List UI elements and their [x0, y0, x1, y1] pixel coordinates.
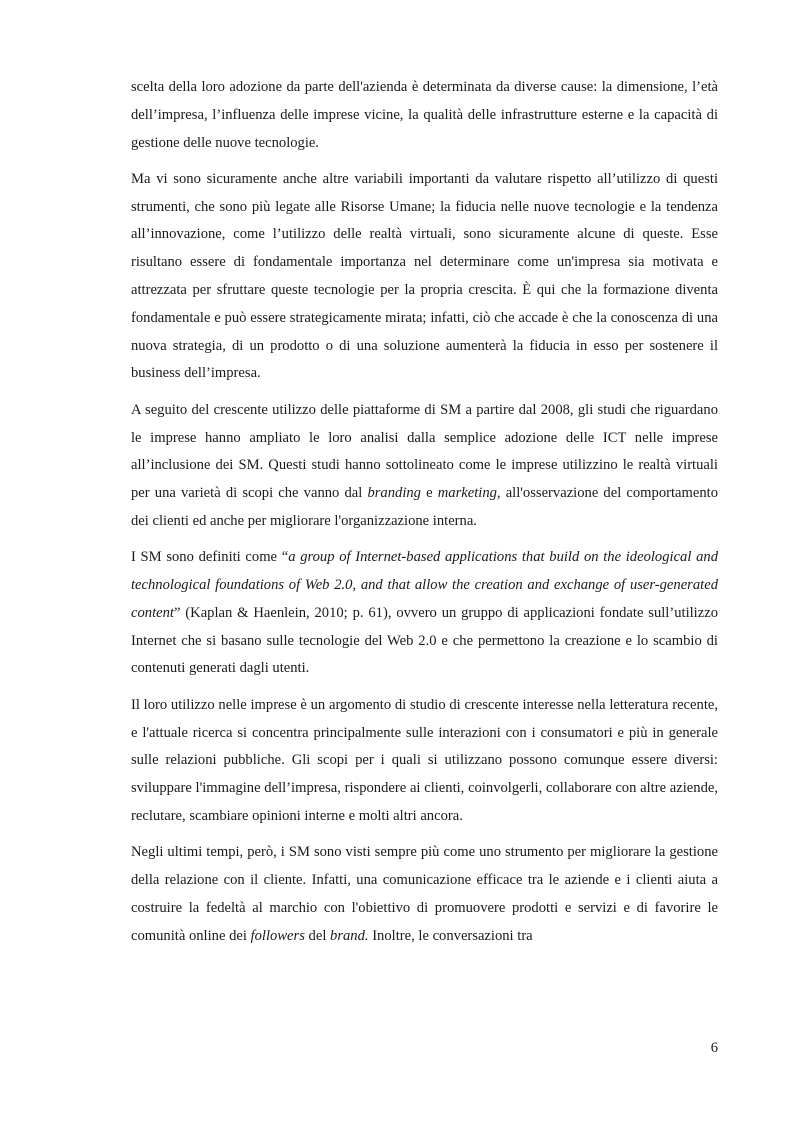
- page-number: 6: [710, 1040, 718, 1056]
- italic-text-run: brand.: [330, 927, 369, 944]
- italic-text-run: a group of Internet-based applications that build on the ideological and technological foundations of Web 2.0, and that allow the creation and exchange of user-generated content: [131, 549, 718, 621]
- italic-text-run: followers: [250, 927, 305, 944]
- paragraph-4: [131, 544, 718, 683]
- italic-text-run: branding: [367, 485, 421, 502]
- text-run: all'osservazione del comportamento dei clienti ed anche per migliorare l'organizzazione interna.: [131, 485, 718, 529]
- text-run: Inoltre, le conversazioni tra: [368, 927, 533, 944]
- text-run: I SM sono definiti come “: [131, 549, 289, 566]
- paragraph-6: [131, 839, 718, 950]
- paragraph-3: [131, 397, 718, 536]
- text-run: e: [420, 485, 438, 502]
- text-run: del: [304, 927, 331, 944]
- text-run: Ma vi sono sicuramente anche altre variabili importanti da valutare rispetto all’utilizzo di questi strumenti, che sono più legate alle Risorse Umane; la fiducia nelle nuove tecnologie e la tendenza all’innovazione, come l’utilizzo delle realtà virtuali, sono sicuramente alcune di queste. Esse risultano essere di fondamentale importanza nel determinare come un'impresa sia motivata e attrezzata per sfruttare queste tecnologie per la propria crescita. È qui che la formazione diventa fondamentale e può essere strategicamente mirata; infatti, ciò che accade è che la conoscenza di una nuova strategia, di un prodotto o di una soluzione aumenterà la fiducia in esso per sostenere il business dell’impresa.: [131, 170, 718, 382]
- body-text: [131, 74, 718, 959]
- text-run: Il loro utilizzo nelle imprese è un argomento di studio di crescente interesse nella letteratura recente, e l'attuale ricerca si concentra principalmente sulle interazioni con i consumatori e più in generale sulle relazioni pubbliche. Gli scopi per i quali si utilizzano possono comunque essere diversi: sviluppare l'immagine dell’impresa, rispondere ai clienti, coinvolgerli, collaborare con altre aziende, reclutare, scambiare opinioni interne e molti altri ancora.: [131, 696, 718, 824]
- text-run: ” (Kaplan & Haenlein, 2010; p. 61), ovvero un gruppo di applicazioni fondate sull’utilizzo Internet che si basano sulle tecnologie del Web 2.0 e che permettono la creazione e lo scambio di contenuti generati dagli utenti.: [131, 604, 718, 677]
- paragraph-5: [131, 692, 718, 831]
- paragraph-1: [131, 74, 718, 157]
- text-run: A seguito del crescente utilizzo delle piattaforme di SM a partire dal 2008, gli studi che riguardano le imprese hanno ampliato le loro analisi dalla semplice adozione delle ICT nelle imprese all’inclusione dei SM. Questi studi hanno sottolineato come le imprese utilizzino le realtà virtuali per una varietà di scopi che vanno dal: [131, 401, 718, 502]
- paragraph-2: [131, 166, 718, 388]
- text-run: Negli ultimi tempi, però, i SM sono visti sempre più come uno strumento per migliorare la gestione della relazione con il cliente. Infatti, una comunicazione efficace tra le aziende e i clienti aiuta a costruire la fedeltà al marchio con l'obiettivo di promuovere prodotti e servizi e di favorire le comunità online dei: [131, 844, 718, 944]
- italic-text-run: marketing,: [437, 485, 501, 502]
- text-run: scelta della loro adozione da parte dell'azienda è determinata da diverse cause: la dimensione, l’età dell’impresa, l’influenza delle imprese vicine, la qualità delle infrastrutture esterne e la capacità di gestione delle nuove tecnologie.: [131, 79, 718, 151]
